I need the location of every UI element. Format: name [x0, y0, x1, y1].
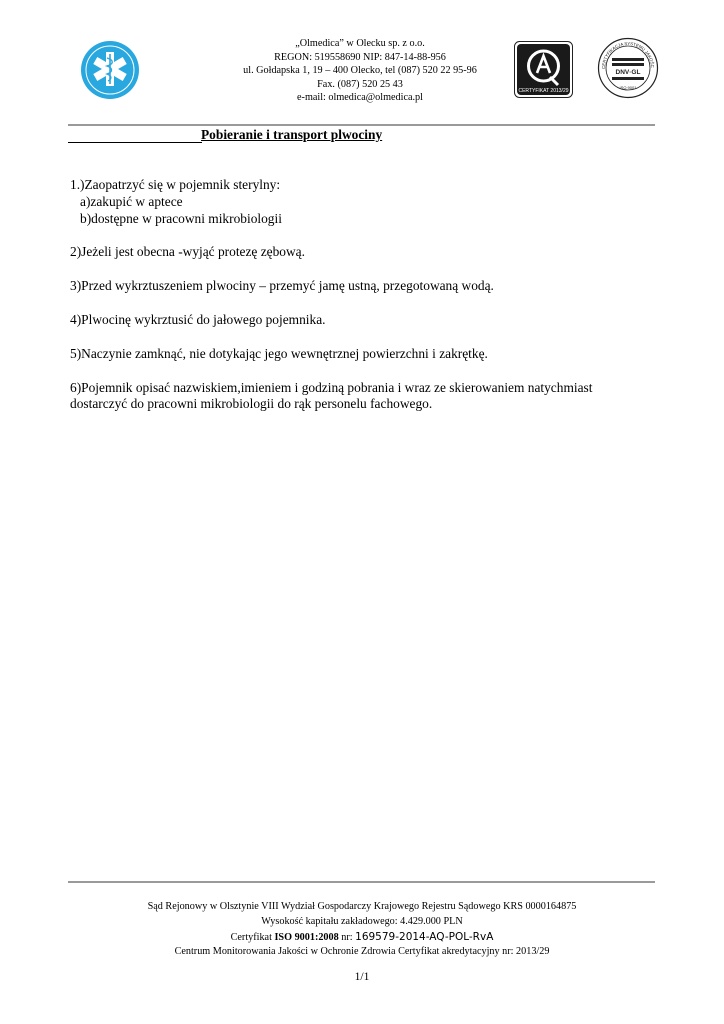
- footer-cert-prefix: Certyfikat: [230, 931, 275, 943]
- cert-q-caption: CERTYFIKAT 2013/29: [518, 88, 569, 94]
- footer-cert-iso: ISO 9001:2008: [274, 931, 339, 943]
- footer-capital: Wysokość kapitału zakładowego: 4.429.000 PLN: [261, 915, 463, 927]
- quality-certificate-badge: [514, 41, 573, 98]
- instruction-1a: a)zakupić w aptece: [80, 193, 183, 209]
- instruction-2: 2)Jeżeli jest obecna -wyjąć protezę zębową.: [70, 244, 305, 260]
- instruction-1b: b)dostępne w pracowni mikrobiologii: [80, 210, 282, 226]
- page-number: 1/1: [354, 971, 370, 983]
- instruction-4: 4)Plwocinę wykrztusić do jałowego pojemnika.: [70, 311, 326, 327]
- footer-certificate: [60, 930, 664, 946]
- footer-centrum: Centrum Monitorowania Jakości w Ochronie Zdrowia Certyfikat akredytacyjny nr: 2013/29: [174, 946, 550, 958]
- dnv-label: DNV·GL: [615, 69, 641, 76]
- instruction-6-line-2: dostarczyć do pracowni mikrobiologii do rąk personelu fachowego.: [70, 396, 433, 412]
- company-fax: Fax. (087) 520 25 43: [317, 78, 403, 90]
- company-address: ul. Gołdapska 1, 19 – 400 Olecko, tel (087) 520 22 95-96: [243, 65, 477, 77]
- instruction-5: 5)Naczynie zamknąć, nie dotykając jego wewnętrznej powierzchni i zakrętkę.: [70, 345, 488, 361]
- company-name: „Olmedica” w Olecku sp. z o.o.: [295, 38, 425, 49]
- dnv-iso: ISO 9001: [619, 85, 637, 90]
- title-underline-left: [68, 142, 202, 143]
- dnv-gl-certificate-badge: [597, 37, 659, 99]
- instructions-body: [70, 177, 670, 413]
- footer-court: Sąd Rejonowy w Olsztynie VIII Wydział Gospodarczy Krajowego Rejestru Sądowego KRS 0000164875: [147, 901, 577, 912]
- instruction-1: 1.)Zaopatrzyć się w pojemnik sterylny:: [70, 177, 281, 192]
- company-email: e-mail: olmedica@olmedica.pl: [297, 92, 423, 104]
- dnv-arc-text: CERTYFIKACJA SYSTEMU JAKOŚC: [600, 40, 656, 69]
- instruction-6-line-1: 6)Pojemnik opisać nazwiskiem,imieniem i godziną pobrania i wraz ze skierowaniem natychmiast: [70, 379, 593, 395]
- page-footer: [60, 900, 664, 960]
- document-title: Pobieranie i transport plwociny: [201, 127, 383, 142]
- footer-divider: [68, 881, 655, 883]
- header-divider: [68, 124, 655, 126]
- instruction-3: 3)Przed wykrztuszeniem plwociny – przemyć jamę ustną, przegotowaną wodą.: [70, 278, 494, 294]
- company-header: [190, 37, 530, 105]
- olmedica-logo: [80, 40, 140, 100]
- company-regon-nip: REGON: 519558690 NIP: 847-14-88-956: [274, 51, 446, 63]
- footer-cert-nr: nr:: [338, 931, 356, 943]
- footer-cert-number: 169579-2014-AQ-POL-RvA: [355, 930, 494, 943]
